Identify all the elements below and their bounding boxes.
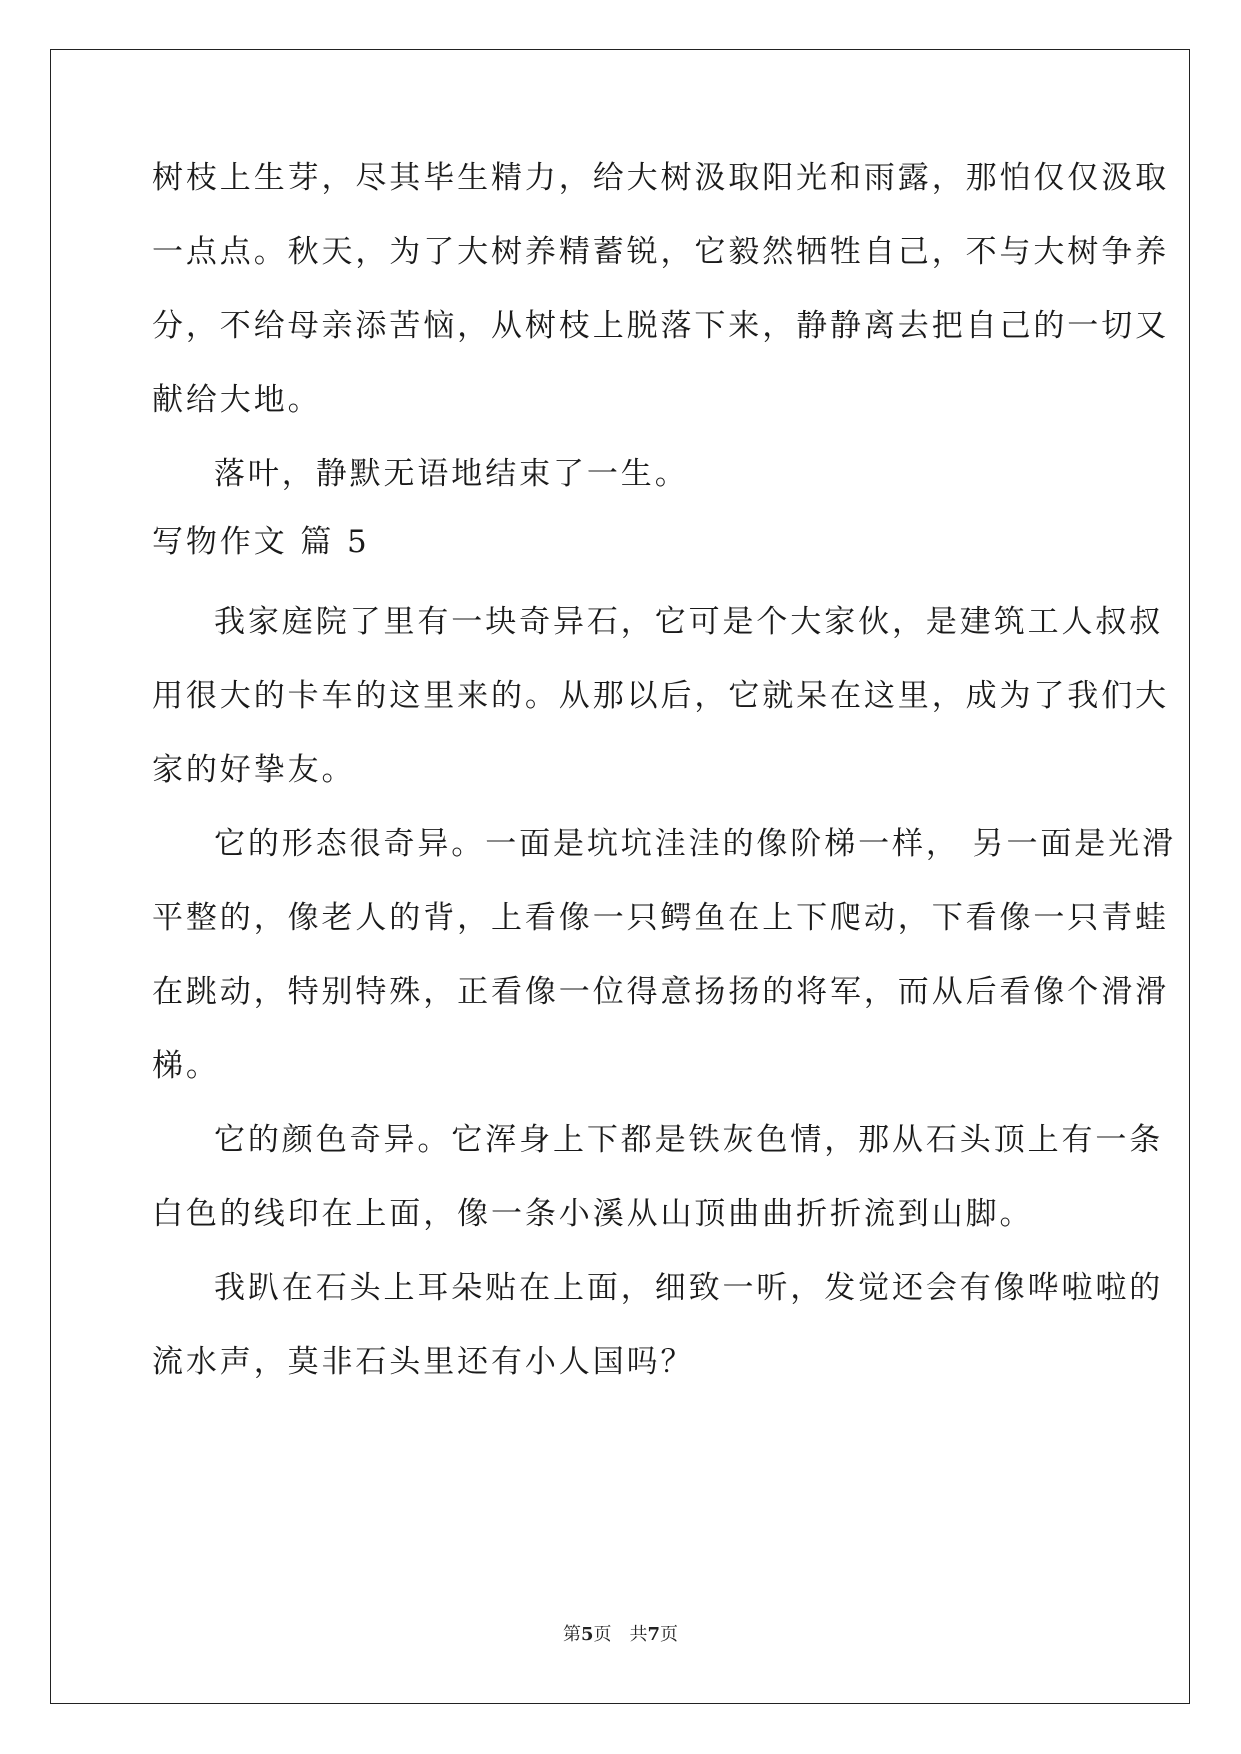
text-line: 落叶，静默无语地结束了一生。 [214,456,689,492]
text-line: 树枝上生芽，尽其毕生精力，给大树汲取阳光和雨露，那怕仅仅汲取 [152,160,1169,196]
text-line: 流水声，莫非石头里还有小人国吗？ [152,1344,695,1380]
text-line: 用很大的卡车的这里来的。从那以后，它就呆在这里，成为了我们大 [152,678,1169,714]
text-line: 我趴在石头上耳朵贴在上面，细致一听，发觉还会有像哗啦啦的 [214,1270,1164,1306]
text-line: 分，不给母亲添苦恼，从树枝上脱落下来，静静离去把自己的一切又 [152,308,1169,344]
text-line: 献给大地。 [152,382,322,418]
text-line: 在跳动，特别特殊，正看像一位得意扬扬的将军，而从后看像个滑滑 [152,974,1169,1010]
section-heading: 写物作文 篇 5 [152,524,370,560]
page-border [50,49,1190,1704]
text-line: 我家庭院了里有一块奇异石，它可是个大家伙，是建筑工人叔叔 [214,604,1164,640]
text-line: 它的形态很奇异。一面是坑坑洼洼的像阶梯一样， 另一面是光滑 [214,826,1176,862]
total-page-number: 7 [647,1624,661,1645]
text-line: 梯。 [152,1048,220,1084]
page-footer [0,1620,1241,1646]
text-line: 白色的线印在上面，像一条小溪从山顶曲曲折折流到山脚。 [152,1196,1034,1232]
footer-prefix: 第 [562,1624,581,1645]
text-line: 平整的，像老人的背，上看像一只鳄鱼在上下爬动，下看像一只青蛙 [152,900,1169,936]
text-line: 它的颜色奇异。它浑身上下都是铁灰色情，那从石头顶上有一条 [214,1122,1164,1158]
text-line: 家的好挚友。 [152,752,356,788]
footer-total-prefix: 共 [629,1624,648,1645]
footer-mid: 页 [593,1624,612,1645]
footer-suffix: 页 [660,1624,679,1645]
current-page-number: 5 [580,1624,594,1645]
text-line: 一点点。秋天，为了大树养精蓄锐，它毅然牺牲自己，不与大树争养 [152,234,1169,270]
